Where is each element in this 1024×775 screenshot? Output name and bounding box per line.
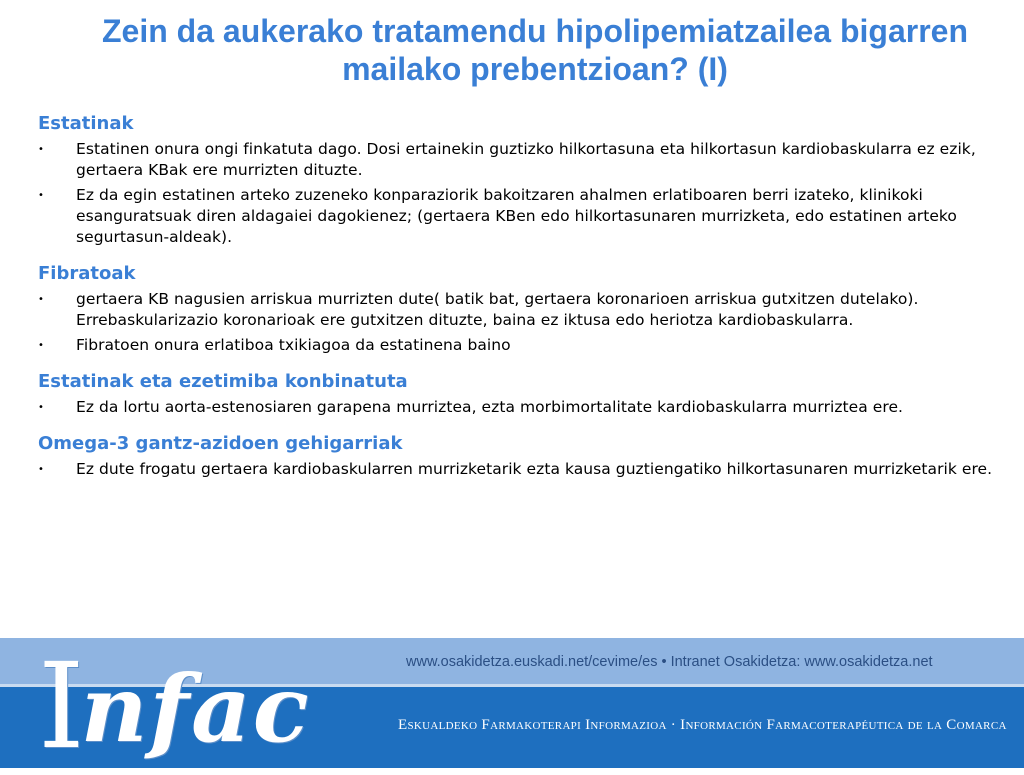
footer-links: www.osakidetza.euskadi.net/cevime/es • Intranet Osakidetza: www.osakidetza.net (406, 654, 933, 670)
list-item (38, 185, 998, 248)
bullet-text: Estatinen onura ongi finkatuta dago. Dosi ertainekin guztizko hilkortasuna eta hilkortasun kardiobaskularra ez ezik, gertaera KBak ere murrizten dituzte. (76, 140, 976, 179)
section-heading: Estatinak eta ezetimiba konbinatuta (38, 371, 408, 392)
bullet-text: Ez da egin estatinen arteko zuzeneko konparaziorik bakoitzaren ahalmen erlatiboaren berri izateko, klinikoki esanguratsuak diren aldagaiei dagokienez; (gertaera KBen edo hilkortasunaren murrizketa, edo estatinen arteko segurtasun-aldeak). (76, 186, 957, 246)
bullet-text: Fibratoen onura erlatiboa txikiagoa da estatinena baino (76, 336, 511, 354)
list-item (38, 459, 998, 480)
list-item (38, 335, 998, 356)
bullet-icon: • (38, 294, 44, 305)
bullet-icon: • (38, 464, 44, 475)
footer-tagline: Eskualdeko Farmakoterapi Informazioa · Información Farmacoterapéutica de la Comarca (398, 717, 1007, 733)
section-estatinak (38, 112, 998, 248)
logo-initial: I (38, 637, 85, 775)
infac-logo (38, 637, 311, 775)
section-estatinak-ezetimiba (38, 370, 998, 418)
bullet-icon: • (38, 144, 44, 155)
bullet-icon: • (38, 190, 44, 201)
section-omega3 (38, 432, 998, 480)
section-heading: Omega-3 gantz-azidoen gehigarriak (38, 433, 403, 454)
list-item (38, 397, 998, 418)
section-heading: Fibratoak (38, 263, 136, 284)
list-item (38, 289, 998, 331)
section-heading: Estatinak (38, 113, 134, 134)
footer-banner (0, 637, 1024, 775)
bullet-text: gertaera KB nagusien arriskua murrizten dute( batik bat, gertaera koronarioen arriskua gutxitzen dutelako). Errebaskularizazio koronarioak ere gutxitzen dituzte, baina ez iktusa edo heriotza kardiobaskularra. (76, 290, 919, 329)
slide-content (38, 112, 998, 494)
logo-text: nfac (80, 655, 311, 763)
bullet-icon: • (38, 340, 44, 351)
list-item (38, 139, 998, 181)
bullet-text: Ez dute frogatu gertaera kardiobaskularren murrizketarik ezta kausa guztiengatiko hilkortasunaren murrizketarik ere. (76, 460, 993, 478)
bullet-icon: • (38, 402, 44, 413)
page-title: Zein da aukerako tratamendu hipolipemiatzailea bigarren mailako prebentzioan? (I) (101, 13, 968, 87)
bullet-text: Ez da lortu aorta-estenosiaren garapena murriztea, ezta morbimortalitate kardiobaskularra murriztea ere. (76, 398, 904, 416)
section-fibratoak (38, 262, 998, 356)
